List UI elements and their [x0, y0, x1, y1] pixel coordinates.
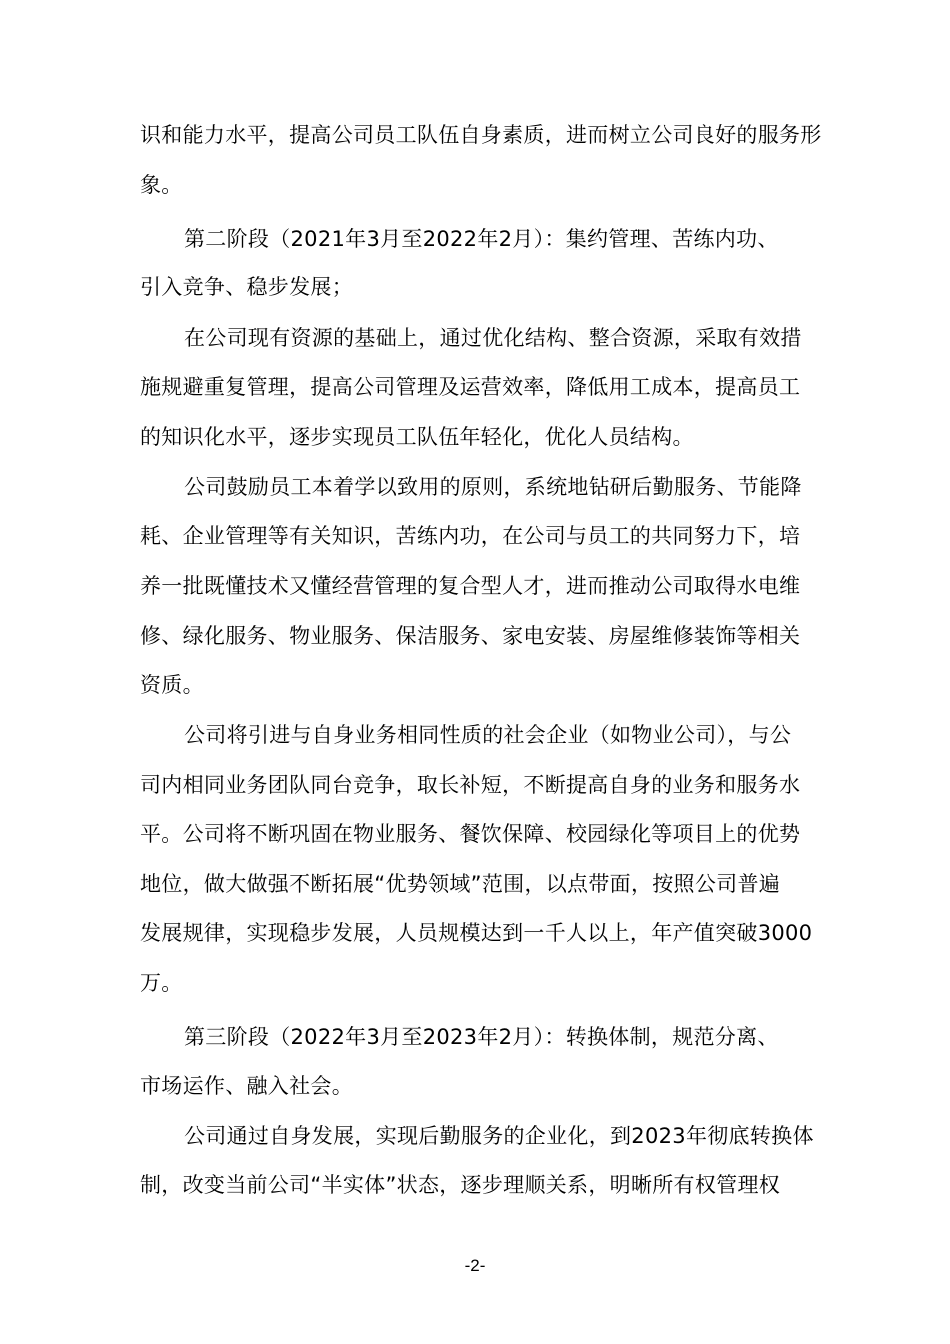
text-line: 的知识化水平，逐步实现员工队伍年轻化，优化人员结构。	[140, 425, 694, 449]
text-line: 公司将引进与自身业务相同性质的社会企业（如物业公司），与公	[184, 723, 792, 747]
text-line: 资质。	[140, 673, 204, 697]
text-line: 养一批既懂技术又懂经营管理的复合型人才，进而推动公司取得水电维	[140, 574, 801, 598]
text-line: 地位，做大做强不断拓展“优势领域”范围，以点带面，按照公司普遍	[140, 872, 781, 896]
text-line: 平。公司将不断巩固在物业服务、餐饮保障、校园绿化等项目上的优势	[140, 822, 801, 846]
text-line: 修、绿化服务、物业服务、保洁服务、家电安装、房屋维修装饰等相关	[140, 624, 801, 648]
text-line: 公司鼓励员工本着学以致用的原则，系统地钻研后勤服务、节能降	[184, 475, 802, 499]
stage-two-heading-line: 引入竞争、稳步发展；	[140, 275, 353, 299]
text-line: 公司通过自身发展，实现后勤服务的企业化，到2023年彻底转换体	[184, 1124, 814, 1148]
text-line: 象。	[140, 173, 183, 197]
text-line: 发展规律，实现稳步发展，人员规模达到一千人以上，年产值突破3000	[140, 921, 813, 945]
text-line: 司内相同业务团队同台竞争，取长补短，不断提高自身的业务和服务水	[140, 773, 801, 797]
text-line: 识和能力水平，提高公司员工队伍自身素质，进而树立公司良好的服务形	[140, 123, 822, 147]
text-line: 在公司现有资源的基础上，通过优化结构、整合资源，采取有效措	[184, 326, 802, 350]
text-line: 万。	[140, 971, 183, 995]
stage-two-heading-line: 第二阶段（2021年3月至2022年2月）：集约管理、苦练内功、	[184, 227, 779, 251]
stage-three-heading-line: 第三阶段（2022年3月至2023年2月）：转换体制，规范分离、	[184, 1025, 779, 1049]
text-line: 耗、企业管理等有关知识，苦练内功，在公司与员工的共同努力下，培	[140, 524, 801, 548]
text-line: 施规避重复管理，提高公司管理及运营效率，降低用工成本，提高员工	[140, 375, 801, 399]
stage-three-heading-line: 市场运作、融入社会。	[140, 1074, 353, 1098]
page-number: -2-	[464, 1256, 486, 1275]
text-line: 制，改变当前公司“半实体”状态，逐步理顺关系，明晰所有权管理权	[140, 1173, 781, 1197]
